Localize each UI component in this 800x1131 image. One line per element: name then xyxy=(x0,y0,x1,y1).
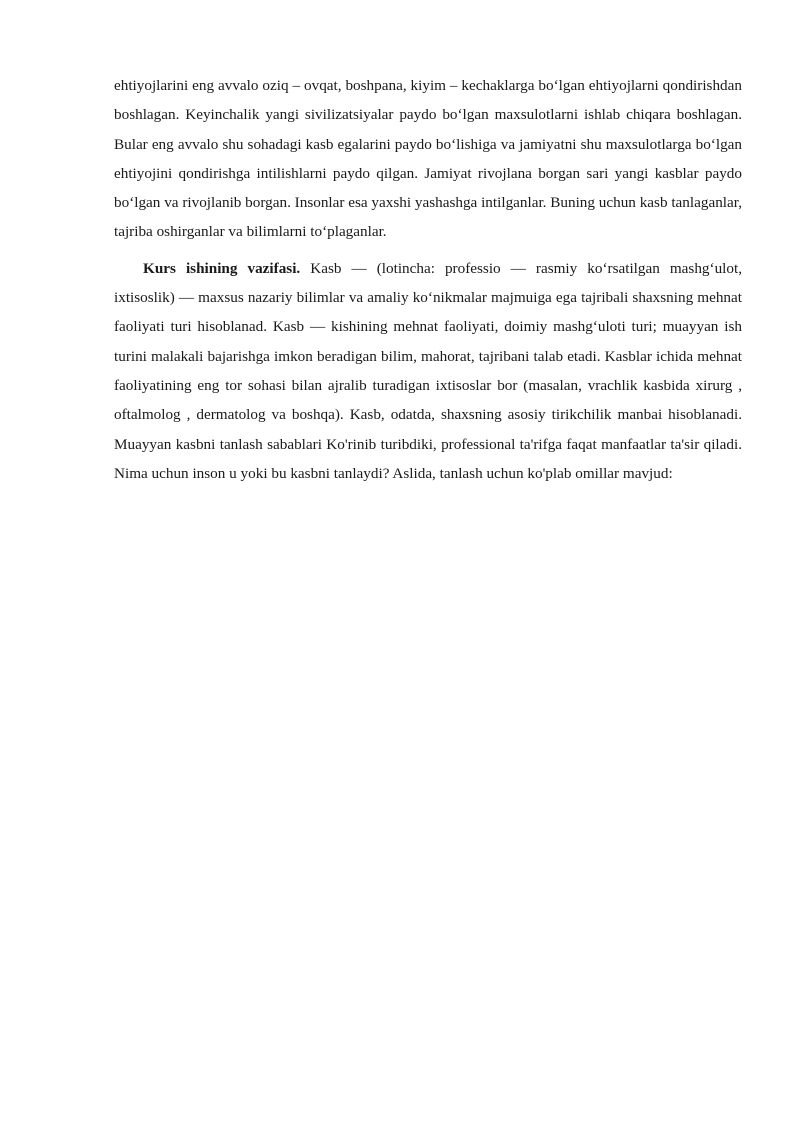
paragraph-text: Kasb — (lotincha: professio — rasmiy ko‘rsatilgan mashg‘ulot, ixtisoslik) — maxsus nazariy bilimlar va amaliy ko‘nikmalar majmuiga ega tajribali shaxsning mehnat faoliyati turi hisoblanad. Kasb — kishining mehnat faoliyati, doimiy mashg‘uloti turi; muayyan ish turini malakali bajarishga imkon beradigan bilim, mahorat, tajribani talab etadi. Kasblar ichida mehnat faoliyatining eng tor sohasi bilan ajralib turadigan ixtisoslar bor (masalan, vrachlik kasbida xirurg , oftalmolog , dermatolog va boshqa). Kasb, odatda, shaxsning asosiy tirikchilik manbai hisoblanadi. Muayyan kasbni tanlash sabablari Ko'rinib turibdiki, professional ta'rifga faqat manfaatlar ta'sir qiladi. Nima uchun inson u yoki bu kasbni tanlaydi? Aslida, tanlash uchun ko'plab omillar mavjud: xyxy=(114,259,742,482)
body-paragraph xyxy=(114,254,742,488)
document-page xyxy=(114,71,742,488)
body-paragraph: ehtiyojlarini eng avvalo oziq – ovqat, boshpana, kiyim – kechaklarga bo‘lgan ehtiyojlarni qondirishdan boshlagan. Keyinchalik yangi sivilizatsiyalar paydo bo‘lgan maxsulotlarni ishlab chiqara boshlagan. Bular eng avvalo shu sohadagi kasb egalarini paydo bo‘lishiga va jamiyatni shu maxsulotlarga bo‘lgan ehtiyojini qondirishga intilishlarni paydo qilgan. Jamiyat rivojlana borgan sari yangi kasblar paydo bo‘lgan va rivojlanib borgan. Insonlar esa yaxshi yashashga intilganlar. Buning uchun kasb tanlaganlar, tajriba oshirganlar va bilimlarni to‘plaganlar. xyxy=(114,77,742,241)
section-lead-heading: Kurs ishining vazifasi. xyxy=(143,259,301,277)
